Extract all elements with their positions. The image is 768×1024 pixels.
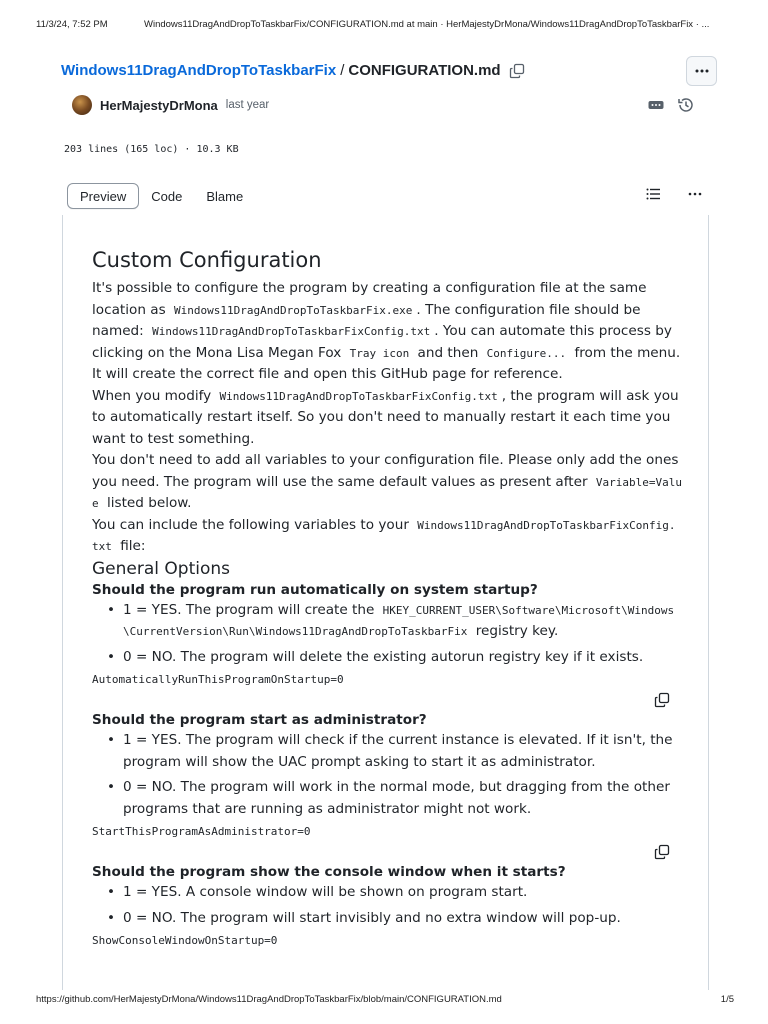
list-item: • 0 = NO. The program will delete the existing autorun registry key if it exists. bbox=[123, 647, 682, 669]
commit-time: last year bbox=[225, 99, 270, 111]
view-tabs bbox=[67, 183, 255, 209]
option-console bbox=[92, 862, 682, 949]
more-options-button[interactable] bbox=[686, 56, 717, 86]
print-header bbox=[36, 19, 734, 30]
code-snippet: StartThisProgramAsAdministrator=0 bbox=[92, 825, 311, 838]
copy-path-icon[interactable] bbox=[509, 63, 525, 79]
list-item: • 0 = NO. The program will work in the normal mode, but dragging from the other programs that are running as administrator might not work. bbox=[123, 777, 682, 820]
breadcrumb bbox=[61, 62, 525, 79]
option-list bbox=[123, 600, 682, 669]
option-list bbox=[123, 730, 682, 820]
code-block bbox=[92, 672, 682, 710]
copy-button[interactable] bbox=[654, 844, 670, 860]
tab-code[interactable]: Code bbox=[151, 188, 183, 204]
tab-blame[interactable]: Blame bbox=[206, 188, 244, 204]
history-icon bbox=[677, 96, 695, 114]
list-icon bbox=[645, 186, 661, 202]
option-question: Should the program show the console window when it starts? bbox=[92, 864, 566, 880]
copy-icon bbox=[654, 692, 670, 708]
list-item: • 0 = NO. The program will start invisibly and no extra window will pop-up. bbox=[123, 908, 682, 930]
section-heading-general-options: General Options bbox=[92, 558, 230, 579]
option-list bbox=[123, 882, 682, 929]
copy-button[interactable] bbox=[654, 692, 670, 708]
print-page-number: 1/5 bbox=[720, 994, 734, 1005]
breadcrumb-separator: / bbox=[340, 62, 345, 79]
outline-button[interactable] bbox=[645, 186, 661, 207]
file-more-button[interactable] bbox=[687, 186, 703, 207]
latest-commit bbox=[72, 95, 269, 115]
print-url: https://github.com/HerMajestyDrMona/Windows11DragAndDropToTaskbarFix/blob/main/CONFIGURATION.md bbox=[36, 994, 502, 1005]
page-title: Custom Configuration bbox=[92, 248, 322, 272]
breadcrumb-repo-link[interactable]: Windows11DragAndDropToTaskbarFix bbox=[61, 62, 337, 79]
kebab-icon bbox=[687, 186, 703, 202]
vars-paragraph: You don't need to add all variables to your configuration file. Please only add the ones you need. The program will use the same default values as present after Variable=Value listed below. bbox=[92, 452, 682, 511]
list-item: • 1 = YES. A console window will be shown on program start. bbox=[123, 882, 682, 904]
file-tools bbox=[645, 186, 703, 207]
tab-preview[interactable]: Preview bbox=[67, 183, 139, 209]
print-date: 11/3/24, 7:52 PM bbox=[36, 19, 108, 30]
avatar[interactable] bbox=[72, 95, 92, 115]
include-paragraph: You can include the following variables to your Windows11DragAndDropToTaskbarFixConfig.txt file: bbox=[92, 516, 676, 554]
list-item: • 1 = YES. The program will check if the current instance is elevated. If it isn't, the program will show the UAC prompt asking to start it as administrator. bbox=[123, 730, 682, 773]
copy-icon bbox=[654, 844, 670, 860]
history-button[interactable] bbox=[677, 96, 695, 119]
print-title: Windows11DragAndDropToTaskbarFix/CONFIGURATION.md at main · HerMajestyDrMona/Windows11DragAndDropToTaskbarFix · ... bbox=[144, 19, 710, 30]
ellipsis-box-icon bbox=[647, 96, 665, 114]
file-stats: 203 lines (165 loc) · 10.3 KB bbox=[64, 144, 239, 155]
option-admin bbox=[92, 710, 682, 862]
kebab-icon bbox=[694, 63, 710, 79]
print-footer bbox=[36, 994, 734, 1005]
commit-author[interactable]: HerMajestyDrMona bbox=[100, 97, 218, 113]
intro-paragraph: It's possible to configure the program by creating a configuration file at the same location as Windows11DragAndDropToTaskbarFix.exe . The configuration file should be named: Windows11DragAndDropToTaskbarFixConfig.txt . You can automate this process by clicking on the Mona Lisa Megan Fox Tray icon and then Configure... from the menu. It will create the correct file and open this GitHub page for reference. bbox=[92, 280, 681, 382]
option-question: Should the program run automatically on system startup? bbox=[92, 581, 538, 598]
code-snippet: ShowConsoleWindowOnStartup=0 bbox=[92, 934, 278, 947]
code-block bbox=[92, 824, 682, 862]
commit-message-toggle[interactable] bbox=[647, 96, 665, 119]
option-autorun bbox=[92, 580, 682, 711]
option-question: Should the program start as administrator? bbox=[92, 712, 427, 728]
code-snippet: AutomaticallyRunThisProgramOnStartup=0 bbox=[92, 673, 344, 686]
list-item: • 1 = YES. The program will create the HKEY_CURRENT_USER\Software\Microsoft\Windows\CurrentVersion\Run\Windows11DragAndDropToTaskbarFix registry key. bbox=[123, 600, 682, 643]
markdown-body bbox=[92, 244, 682, 949]
modify-paragraph: When you modify Windows11DragAndDropToTaskbarFixConfig.txt , the program will ask you to automatically restart itself. So you don't need to manually restart it each time you want to test something. bbox=[92, 387, 679, 447]
commit-actions bbox=[647, 96, 695, 119]
breadcrumb-file: CONFIGURATION.md bbox=[348, 62, 501, 79]
